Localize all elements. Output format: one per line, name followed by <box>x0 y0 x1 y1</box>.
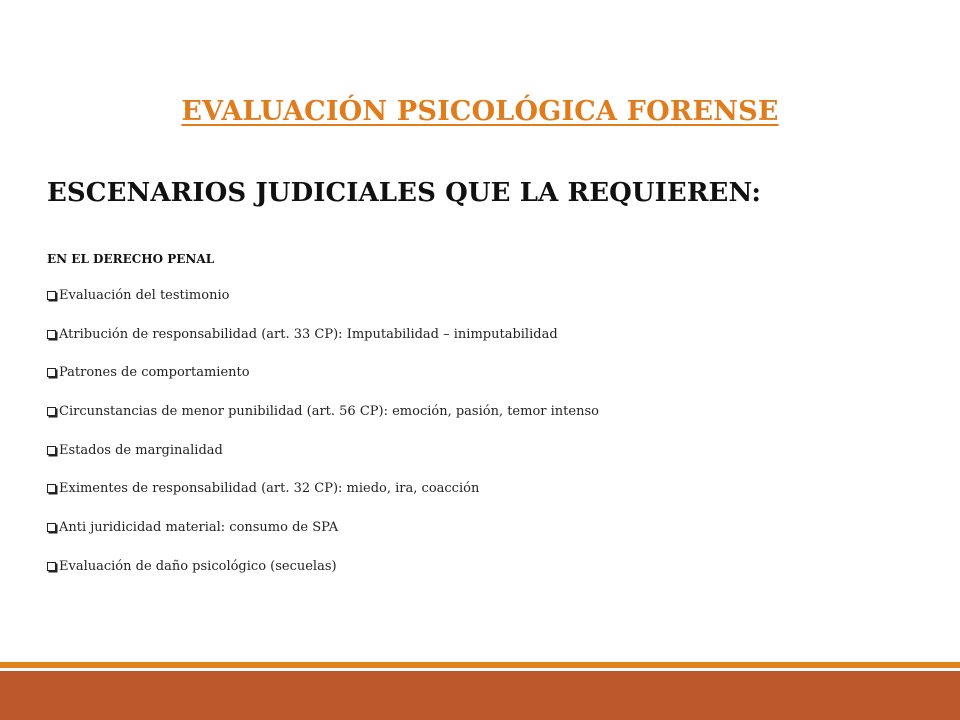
list-item <box>47 365 599 404</box>
section-heading: EN EL DERECHO PENAL <box>47 252 215 266</box>
list-item-label: Patrones de comportamiento <box>59 365 250 381</box>
list-item-label: Atribución de responsabilidad (art. 33 CP): Imputabilidad – inimputabilidad <box>59 326 558 342</box>
slide-subtitle: ESCENARIOS JUDICIALES QUE LA REQUIEREN: <box>47 178 762 208</box>
list-item-label: Evaluación de daño psicológico (secuelas) <box>59 558 337 574</box>
list-item-label: Circunstancias de menor punibilidad (art. 56 CP): emoción, pasión, temor intenso <box>59 404 599 420</box>
list-item <box>47 404 599 443</box>
checkbox-bullet-icon <box>47 446 56 455</box>
bullet-list <box>47 288 599 598</box>
list-item-label: Anti juridicidad material: consumo de SPA <box>59 520 339 536</box>
list-item <box>47 481 599 520</box>
slide-title-text: EVALUACIÓN PSICOLÓGICA FORENSE <box>181 96 779 127</box>
checkbox-bullet-icon <box>47 291 56 300</box>
list-item <box>47 520 599 559</box>
checkbox-bullet-icon <box>47 484 56 493</box>
checkbox-bullet-icon <box>47 407 56 416</box>
list-item-label: Eximentes de responsabilidad (art. 32 CP): miedo, ira, coacción <box>59 481 480 497</box>
slide-title <box>0 96 960 127</box>
footer-accent-bar <box>0 662 960 668</box>
list-item <box>47 559 599 598</box>
checkbox-bullet-icon <box>47 330 56 339</box>
list-item-label: Estados de marginalidad <box>59 442 223 458</box>
checkbox-bullet-icon <box>47 562 56 571</box>
footer-bar <box>0 671 960 720</box>
checkbox-bullet-icon <box>47 523 56 532</box>
list-item <box>47 327 599 366</box>
checkbox-bullet-icon <box>47 368 56 377</box>
list-item <box>47 288 599 327</box>
list-item <box>47 443 599 482</box>
list-item-label: Evaluación del testimonio <box>59 288 230 303</box>
